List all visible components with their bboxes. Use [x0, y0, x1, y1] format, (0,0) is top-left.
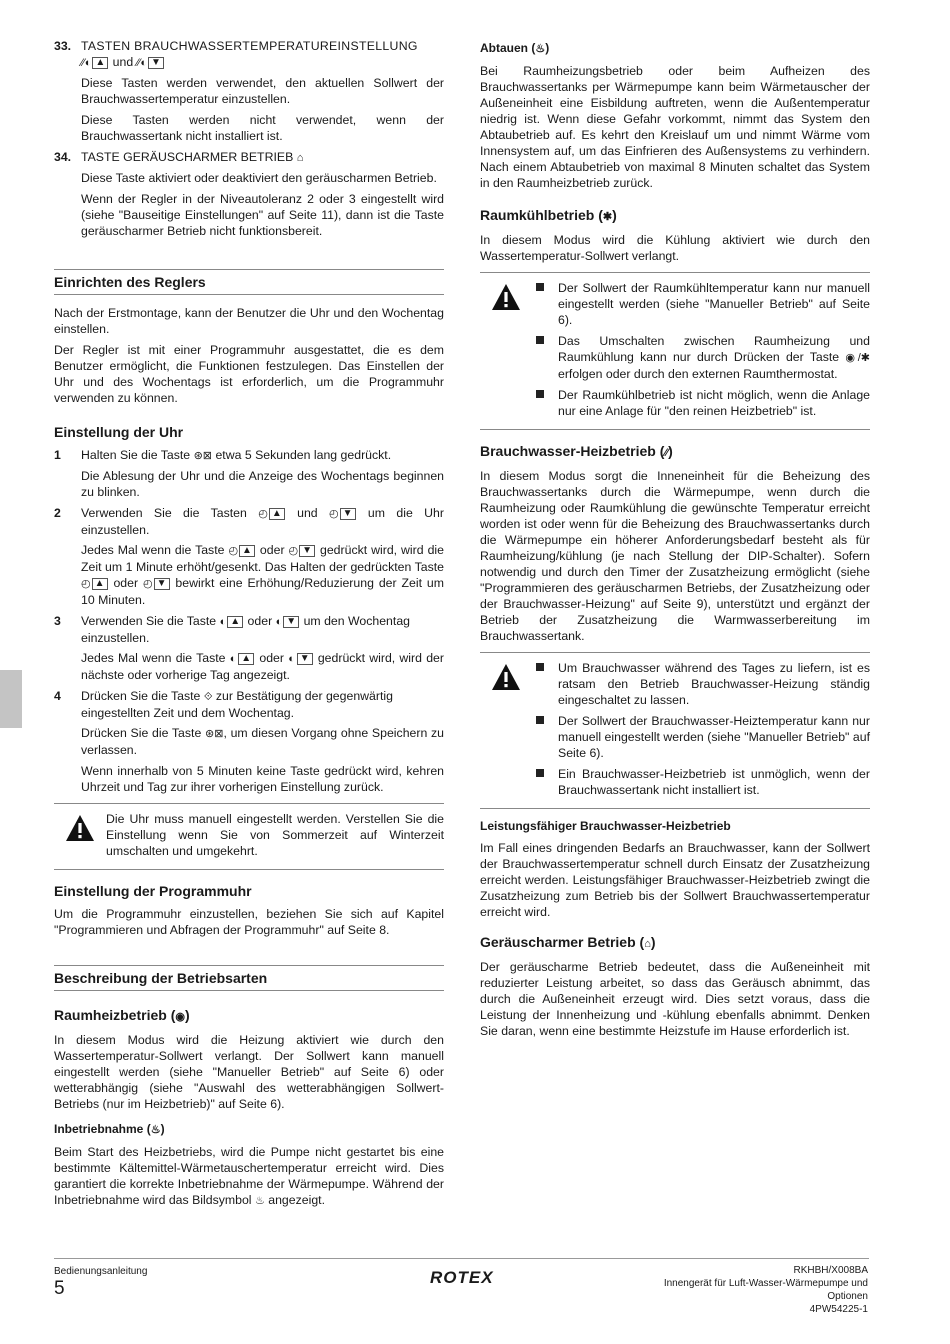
paragraph: In diesem Modus wird die Kühlung aktiviert wie durch den Wassertemperatur-Sollwert verlangt.: [480, 233, 870, 263]
paragraph: [54, 1144, 444, 1209]
bullet-item: [532, 387, 870, 419]
step-number: 2: [54, 506, 61, 520]
item-title: TASTE GERÄUSCHARMER BETRIEB: [81, 150, 294, 164]
text: bewirkt eine Erhöhung/Reduzierung der Zeit um 10 Minuten.: [81, 576, 445, 607]
step-text: Verwenden Sie die Taste: [81, 614, 217, 628]
bullet-square-icon: [536, 769, 544, 777]
bullet-square-icon: [536, 283, 544, 291]
step-text: Halten Sie die Taste: [81, 448, 191, 462]
paragraph: In diesem Modus sorgt die Inneneinheit für die Beheizung des Brauchwassertanks durch die Wärmepumpe, wenn durch die Raumheizung oder Raumkühlung die gewünschte Temperatur erreicht worden ist oder wenn für die Beheizung des Brauchwassertanks durch die Wärmepumpe ein höherer Anforderungsbedarf besteht als für Raumheizung/kühlung (je nach Stellung der DIP-Schalter). Sofern notwendig und durch den Timer der Zusatzheizung ermöglicht (siehe "Programmieren des geräuscharmen Betriebs, der Zusatzheizung oder der Brauchwasser-Heizung" auf Seite 9), unterstützt und ergänzt der Betrieb der Zusatzheizung die Warmwasserbereitung im Brauchwassertank.: [480, 469, 870, 643]
text: Jedes Mal wenn die Taste: [81, 651, 226, 665]
step-number: 3: [54, 614, 61, 628]
clock-icon: ◴: [288, 545, 299, 557]
dhw-up-keys: [81, 55, 109, 69]
step-text: um den Wochentag einzustellen.: [81, 614, 410, 645]
paragraph: Wenn innerhalb von 5 Minuten keine Taste gedrückt wird, kehren Uhrzeit und Tag zur ihrer vorherigen Einstellung zurück.: [81, 764, 444, 794]
bullet-item: [532, 713, 870, 761]
clock-set-icon: ⊛⊠: [193, 450, 213, 462]
text: Beim Start des Heizbetriebs, wird die Pumpe nicht gestartet bis eine bestimmte Kältemittel-Wärmetauschertemperatur erreicht wird. Dies garantiert die korrekte Inbetriebnahme der Wärmepumpe. Während der Inbetriebnahme wird das Bildsymbol: [54, 1145, 444, 1207]
paragraph: [54, 542, 444, 608]
footer-info: [664, 1264, 868, 1316]
step-4: [54, 688, 444, 721]
bullet-item: [532, 766, 870, 798]
up-key-icon: ▲: [92, 57, 108, 69]
bullet-text: Um Brauchwasser während des Tages zu liefern, ist es ratsam den Betrieb Brauchwasser-Heizung ständig eingeschaltet zu lassen.: [558, 661, 870, 707]
warning-box: [480, 272, 870, 430]
up-key-icon: ▲: [239, 545, 255, 557]
paragraph: Nach der Erstmontage, kann der Benutzer die Uhr und den Wochentag einstellen.: [54, 306, 444, 336]
up-key-icon: ▲: [269, 508, 285, 520]
paragraph: Im Fall eines dringenden Bedarfs an Brauchwasser, kann der Sollwert der Brauchwassertemperatur schnell durch Einsatz der Zusatzheizung erreicht werden. Leistungsfähiger Brauchwasser-Heizbetrieb zwingt die Zusatzheizung zum Betrieb bis der Sollwert Brauchwassertemperatur erreicht wird.: [480, 841, 870, 919]
dhw-tap-icon: ⁄⁄: [664, 447, 669, 459]
step-text: oder: [247, 614, 273, 628]
heat-cool-icon: ◉/✱: [845, 352, 870, 364]
chapter-tab-marker: [0, 670, 22, 728]
clock-icon: ◴: [81, 578, 91, 590]
step-text: Drücken Sie die Taste: [81, 689, 201, 703]
clock-icon: ◴: [228, 545, 239, 557]
warning-icon: [54, 811, 106, 864]
footer-code: 4PW54225-1: [809, 1304, 868, 1315]
item-number: 33.: [54, 39, 72, 53]
step-3: [54, 613, 444, 646]
down-key-icon: ▼: [297, 653, 313, 665]
heading-text: Geräuscharmer Betrieb: [480, 934, 636, 950]
paragraph: Die Ablesung der Uhr und die Anzeige des Wochentags beginnen zu blinken.: [81, 469, 444, 499]
half-moon-icon: ◐: [140, 57, 147, 69]
down-key-icon: ▼: [283, 616, 299, 628]
startup-icon: ♨: [254, 1195, 265, 1207]
paragraph: Diese Tasten werden verwendet, den aktuellen Sollwert der Brauchwassertemperatur einzustellen.: [81, 76, 444, 106]
clock-icon: ◴: [258, 508, 268, 520]
item-33: [54, 38, 444, 71]
paragraph: Der Regler ist mit einer Programmuhr ausgestattet, die es dem Benutzer ermöglicht, die Funktionen festzulegen. Das Einstellen der Uhr und des Wochentags ist erforderlich, um die Programmuhr verwenden zu können.: [54, 343, 444, 405]
bullet-square-icon: [536, 663, 544, 671]
up-key-icon: ▲: [92, 578, 108, 590]
warning-box: [54, 803, 444, 870]
bullet-text: Der Raumkühlbetrieb ist nicht möglich, wenn die Anlage nur eine Anlage für "den reinen Heizbetrieb" ist.: [558, 388, 870, 418]
step-2: [54, 505, 444, 538]
heading-text: Inbetriebnahme: [54, 1122, 144, 1136]
paragraph: Diese Taste aktiviert oder deaktiviert den geräuscharmen Betrieb.: [81, 171, 437, 185]
dhw-down-keys: [137, 55, 165, 69]
text: oder: [259, 651, 284, 665]
text: Drücken Sie die Taste: [81, 726, 202, 740]
up-key-icon: ▲: [238, 653, 254, 665]
item-number: 34.: [54, 150, 72, 164]
bullet-text: Der Sollwert der Raumkühltemperatur kann nur manuell eingestellt werden (siehe "Manueller Betrieb" auf Seite 6).: [558, 281, 870, 327]
section-heading: Einrichten des Reglers: [54, 269, 444, 295]
heading-text: Raumkühlbetrieb: [480, 207, 595, 223]
tap-icon: ⁄⁄: [81, 57, 85, 69]
footer-model: RKHBH/X008BA: [793, 1265, 868, 1276]
warning-icon: [480, 660, 532, 803]
up-key-icon: ▲: [227, 616, 243, 628]
step-text: um die Uhr einzustellen.: [81, 506, 444, 537]
item-34: [54, 149, 444, 166]
warning-icon: [480, 280, 532, 424]
paragraph: Diese Tasten werden nicht verwendet, wenn der Brauchwassertank nicht installiert ist.: [81, 113, 444, 143]
conjunction: und: [112, 55, 134, 69]
text: gedrückt wird, wird der nächste oder vorherige Tag angezeigt.: [81, 651, 444, 682]
paragraph: Der geräuscharme Betrieb bedeutet, dass die Außeneinheit mit reduzierter Leistung arbeitet, so dass das Geräusch abnimmt, das durch die Außeneinheit erzeugt wird. Dies setzt voraus, dass die Leistung der Innenheizung und -kühlung ebenfalls abnimmt. Denken Sie daran, wenn eine bestimmte Heizstufe im Hause erforderlich ist.: [480, 960, 870, 1038]
down-key-icon: ▼: [154, 578, 170, 590]
minor-heading: Abtauen (♨): [480, 41, 550, 55]
subsection-heading: Einstellung der Uhr: [54, 424, 184, 440]
half-moon-icon: ◐: [229, 653, 238, 665]
down-key-icon: ▼: [148, 57, 164, 69]
left-column: [54, 38, 444, 1214]
heading-text: Brauchwasser-Heizbetrieb: [480, 443, 656, 459]
bullet-text: Das Umschalten zwischen Raumheizung und Raumkühlung kann nur durch Drücken der Taste: [558, 334, 870, 364]
step-text: Verwenden Sie die Tasten: [81, 506, 247, 520]
paragraph: Bei Raumheizungsbetrieb oder beim Aufheizen des Brauchwassertanks per Wärmepumpe kann beim Wärmetauscher der Außeneinheit eine Eisbildung auftreten, wenn die Außentemperatur niedrig ist. Wenn diese Gefahr vorkommt, nimmt das System den Abtaubetrieb auf. Es kehrt den Kreislauf um und nimmt Wärme vom Innensystem auf, um das Einfrieren des Außensystems zu verhindern. Nach einem Abtaubetrieb von maximal 8 Minuten schaltet das System in den Raumheizbetrieb zurück.: [480, 64, 870, 190]
bullet-text: Der Sollwert der Brauchwasser-Heiztemperatur kann nur manuell eingestellt werden (siehe "Manueller Betrieb" auf Seite 6).: [558, 714, 870, 760]
half-moon-icon: ◐: [275, 616, 283, 628]
heading-text: Raumheizbetrieb: [54, 1007, 167, 1023]
text: Jedes Mal wenn die Taste: [81, 543, 225, 557]
clock-icon: ◴: [142, 578, 153, 590]
half-moon-icon: ◐: [219, 616, 227, 628]
quiet-mode-icon: ⌂: [296, 152, 304, 164]
down-key-icon: ▼: [340, 508, 356, 520]
text: gedrückt wird, wird die Zeit um 1 Minute erhöht/gesenkt. Das Halten der gedrückten Taste: [81, 543, 444, 574]
subsection-heading: Einstellung der Programmuhr: [54, 883, 252, 899]
text: angezeigt.: [268, 1193, 325, 1207]
startup-icon: ♨: [150, 1124, 161, 1136]
heading-text: Abtauen: [480, 41, 528, 55]
footer-doc-type: Bedienungsanleitung: [54, 1266, 148, 1277]
footer-desc: Optionen: [827, 1291, 868, 1302]
subsection-heading: Geräuscharmer Betrieb (⌂): [480, 934, 656, 950]
bullet-item: [532, 280, 870, 328]
bullet-text: Ein Brauchwasser-Heizbetrieb ist unmöglich, wenn der Brauchwassertank nicht installiert ist.: [558, 767, 870, 797]
paragraph: Um die Programmuhr einzustellen, beziehen Sie sich auf Kapitel "Programmieren und Abfragen der Programmuhr" auf Seite 8.: [54, 907, 444, 937]
subsection-heading: Brauchwasser-Heizbetrieb (⁄⁄): [480, 443, 673, 459]
right-column: [480, 38, 870, 1044]
bullet-item: [532, 660, 870, 708]
paragraph: In diesem Modus wird die Heizung aktiviert wie durch den Wassertemperatur-Sollwert verlangt. Der Sollwert kann manuell eingestellt werden (siehe "Manueller Betrieb" auf Seite 6) oder wetterabhängig (siehe "Auswahl des wetterabhängigen Sollwert-Betriebs (nur im Heizbetrieb)" auf Seite 6).: [54, 1033, 444, 1111]
step-text: und: [297, 506, 318, 520]
text: oder: [113, 576, 139, 590]
clock-icon: ◴: [329, 508, 339, 520]
page-number: 5: [54, 1278, 65, 1299]
bullet-square-icon: [536, 390, 544, 398]
section-heading: Beschreibung der Betriebsarten: [54, 965, 444, 991]
bullet-square-icon: [536, 336, 544, 344]
bullet-square-icon: [536, 716, 544, 724]
text: oder: [259, 543, 285, 557]
step-text: zur Bestätigung der gegenwärtig eingestellten Zeit und dem Wochentag.: [81, 689, 393, 720]
half-moon-icon: ◐: [288, 653, 296, 665]
bullet-item: [532, 333, 870, 382]
half-moon-icon: ◐: [84, 57, 92, 69]
text: , um diesen Vorgang ohne Speichern zu verlassen.: [81, 726, 445, 757]
cooling-icon: ✱: [602, 211, 613, 223]
brand-logo: ROTEX: [430, 1268, 494, 1287]
warning-box: [480, 652, 870, 809]
bullet-text: erfolgen oder durch den externen Raumthermostat.: [558, 367, 838, 381]
confirm-icon: ⟐: [203, 691, 213, 703]
footer-rule: [54, 1258, 869, 1259]
step-1: [54, 447, 444, 464]
subsection-heading: Raumheizbetrieb (◉): [54, 1007, 190, 1023]
paragraph: [54, 650, 444, 683]
quiet-mode-icon: ⌂: [644, 938, 651, 950]
step-number: 4: [54, 689, 61, 703]
paragraph: [54, 725, 444, 758]
minor-heading: Leistungsfähiger Brauchwasser-Heizbetrieb: [480, 819, 731, 833]
minor-heading: Inbetriebnahme (♨): [54, 1122, 165, 1136]
footer-desc: Innengerät für Luft-Wasser-Wärmepumpe und: [663, 1278, 868, 1289]
item-title: TASTEN BRAUCHWASSERTEMPERATUREINSTELLUNG: [81, 39, 418, 53]
paragraph: Wenn der Regler in der Niveautoleranz 2 oder 3 eingestellt wird (siehe "Bauseitige Einstellungen" auf Seite 11), dann ist die Taste geräuscharmer Betrieb nicht funktionsbereit.: [81, 192, 444, 238]
step-text: etwa 5 Sekunden lang gedrückt.: [215, 448, 392, 462]
warning-text: Die Uhr muss manuell eingestellt werden. Verstellen Sie die Einstellung wenn Sie von Sommerzeit auf Winterzeit umschalten und umgekehrt.: [106, 812, 444, 858]
clock-set-icon: ⊛⊠: [205, 728, 224, 740]
tap-icon: ⁄⁄: [136, 57, 141, 69]
subsection-heading: Raumkühlbetrieb (✱): [480, 207, 617, 223]
heating-icon: ◉: [175, 1011, 185, 1023]
step-number: 1: [54, 448, 61, 462]
down-key-icon: ▼: [299, 545, 315, 557]
defrost-icon: ♨: [535, 43, 546, 55]
